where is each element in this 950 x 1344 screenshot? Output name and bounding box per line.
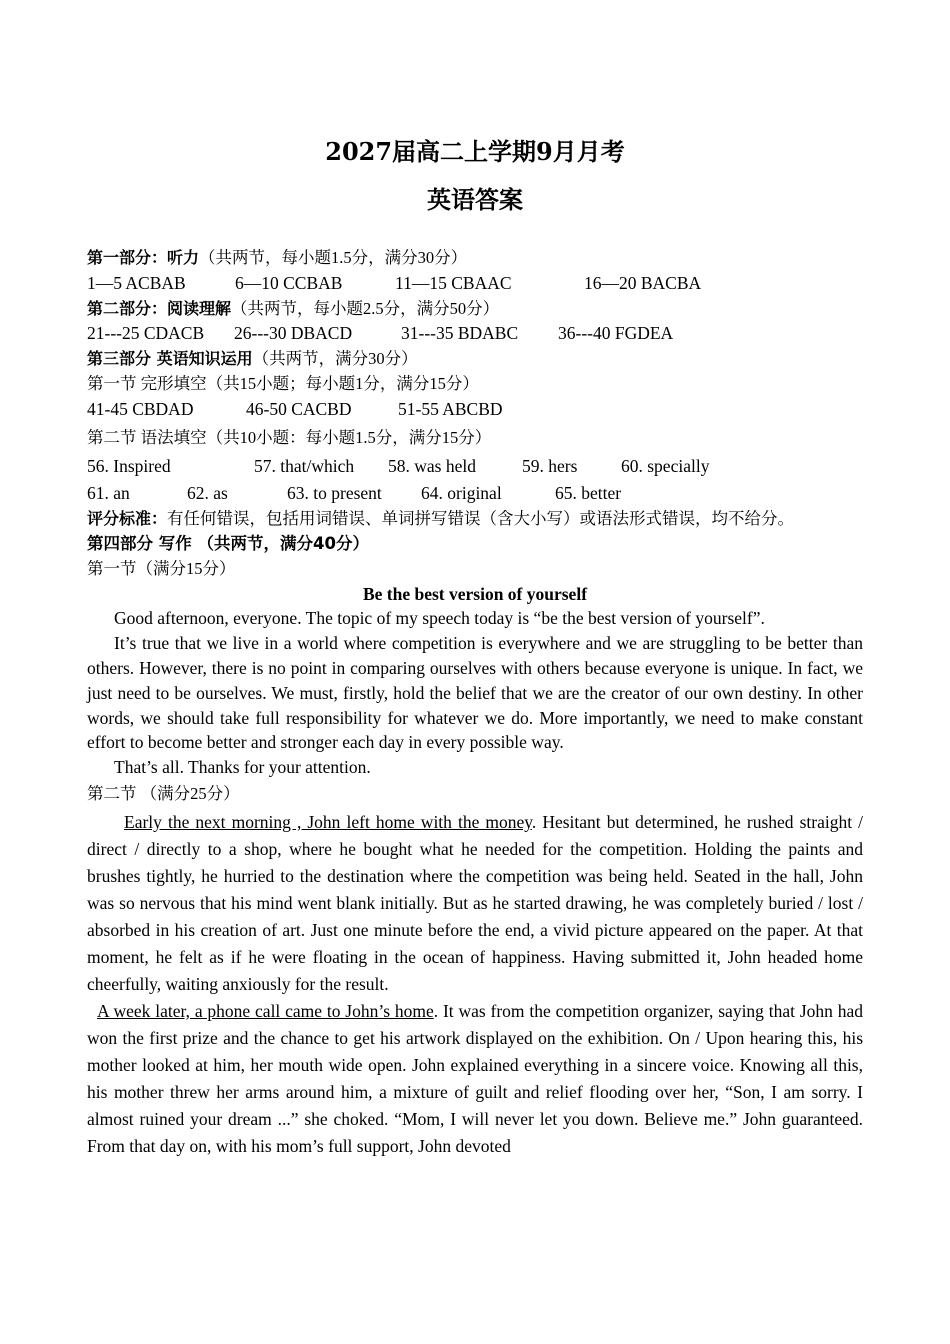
answer-group: 16—20 BACBA bbox=[584, 272, 702, 293]
part3-label: 第三部分 英语知识运用 bbox=[87, 349, 253, 369]
part1-answers bbox=[87, 271, 863, 296]
document-subtitle: 英语答案 bbox=[427, 185, 523, 214]
cloze-answers bbox=[87, 397, 863, 422]
part1-note: （共两节，每小题1.5分，满分30分） bbox=[199, 248, 468, 267]
story-paragraph bbox=[87, 998, 863, 1160]
story-lead-sentence: Early the next morning , John left home with the money bbox=[124, 811, 532, 832]
answer-group: 36---40 FGDEA bbox=[558, 323, 674, 344]
answer-group: 31---35 BDABC bbox=[401, 323, 519, 344]
answer-group: 26---30 DBACD bbox=[234, 323, 353, 344]
writing-section1-heading: 第一节（满分15分） bbox=[87, 558, 236, 578]
answer-item: 59. hers bbox=[522, 456, 578, 477]
part2-note: （共两节，每小题2.5分，满分50分） bbox=[231, 298, 500, 318]
answer-group: 21---25 CDACB bbox=[87, 323, 205, 344]
part3-heading bbox=[87, 346, 863, 372]
answer-item: 61. an bbox=[87, 483, 130, 504]
answer-item: 57. that/which bbox=[254, 456, 355, 477]
document-title: 2027届高二上学期9月月考 bbox=[325, 137, 625, 166]
writing-section2-heading: 第二节 （满分25分） bbox=[87, 783, 240, 803]
essay-paragraph: It’s true that we live in a world where competition is everywhere and we are struggling to be better than others. However, there is no point in comparing ourselves with others because everyone is unique. In fact, we just need to be ourselves. We must, firstly, hold the belief that we are the creator of our own destiny. In other words, we should take full responsibility for whatever we do. More importantly, we need to make constant effort to become better and stronger each day in every possible way. bbox=[87, 633, 863, 753]
story-lead-sentence: A week later, a phone call came to John’s home bbox=[97, 1000, 434, 1021]
answer-group: 41-45 CBDAD bbox=[87, 398, 194, 419]
part2-answers bbox=[87, 321, 863, 346]
grammar-section-heading: 第二节 语法填空（共10小题：每小题1.5分，满分15分） bbox=[87, 427, 492, 447]
story-paragraph bbox=[87, 809, 863, 998]
answer-group: 6—10 CCBAB bbox=[235, 272, 343, 293]
grammar-answers-row1 bbox=[87, 454, 863, 479]
answer-item: 64. original bbox=[421, 483, 502, 504]
part4-heading: 第四部分 写作 （共两节，满分40分） bbox=[87, 533, 369, 553]
cloze-section-heading: 第一节 完形填空（共15小题；每小题1分，满分15分） bbox=[87, 373, 479, 393]
part3-note: （共两节，满分30分） bbox=[252, 349, 418, 369]
answer-group: 1—5 ACBAB bbox=[87, 272, 186, 293]
criteria-text: 有任何错误，包括用词错误、单词拼写错误（含大小写）或语法形式错误，均不给分。 bbox=[167, 508, 795, 528]
answer-group: 51-55 ABCBD bbox=[398, 398, 503, 419]
essay-title: Be the best version of yourself bbox=[362, 583, 588, 604]
answer-item: 65. better bbox=[555, 483, 622, 504]
part2-heading bbox=[87, 296, 863, 322]
part1-label: 第一部分：听力 bbox=[87, 248, 200, 267]
answer-item: 63. to present bbox=[287, 483, 382, 504]
answer-item: 60. specially bbox=[621, 456, 710, 477]
part1-heading bbox=[87, 245, 863, 271]
answer-group: 46-50 CACBD bbox=[246, 398, 352, 419]
answer-item: 58. was held bbox=[388, 456, 476, 477]
grammar-answers-row2 bbox=[87, 481, 863, 506]
essay-paragraph: Good afternoon, everyone. The topic of my speech today is “be the best version of yourself”. bbox=[114, 608, 765, 629]
spacer bbox=[87, 216, 863, 245]
answer-item: 62. as bbox=[187, 483, 228, 504]
criteria-label: 评分标准： bbox=[87, 508, 168, 528]
part2-label: 第二部分：阅读理解 bbox=[87, 298, 232, 318]
answer-document bbox=[87, 136, 863, 1160]
answer-item: 56. Inspired bbox=[87, 456, 171, 477]
story-text: . Hesitant but determined, he rushed straight / direct / directly to a shop, where he bought what he needed for the competition. Holding the paints and brushes tightly, he hurried to the destination where the competition was being held. Seated in the hall, John was so nervous that his mind went blank initially. But as he started drawing, he was completely buried / lost / absorbed in his creation of art. Just one minute before the end, a vivid picture appeared on the paper. At that moment, he felt as if he were floating in the ocean of happiness. Having submitted it, John headed home cheerfully, waiting anxiously for the result. bbox=[87, 811, 863, 994]
answer-group: 11—15 CBAAC bbox=[395, 272, 512, 293]
grading-criteria bbox=[87, 506, 863, 532]
story-text: . It was from the competition organizer, saying that John had won the first prize and the chance to get his artwork displayed on the exhibition. On / Upon hearing this, his mother looked at him, her mouth wide open. John explained everything in a sincere voice. Knowing all this, his mother threw her arms around him, a mixture of guilt and relief flooding over her, “Son, I am sorry. I almost ruined your dream ...” she choked. “Mom, I will never let you down. Believe me.” John guaranteed. From that day on, with his mom’s full support, John devoted bbox=[87, 1000, 863, 1156]
essay-paragraph: That’s all. Thanks for your attention. bbox=[114, 757, 371, 778]
